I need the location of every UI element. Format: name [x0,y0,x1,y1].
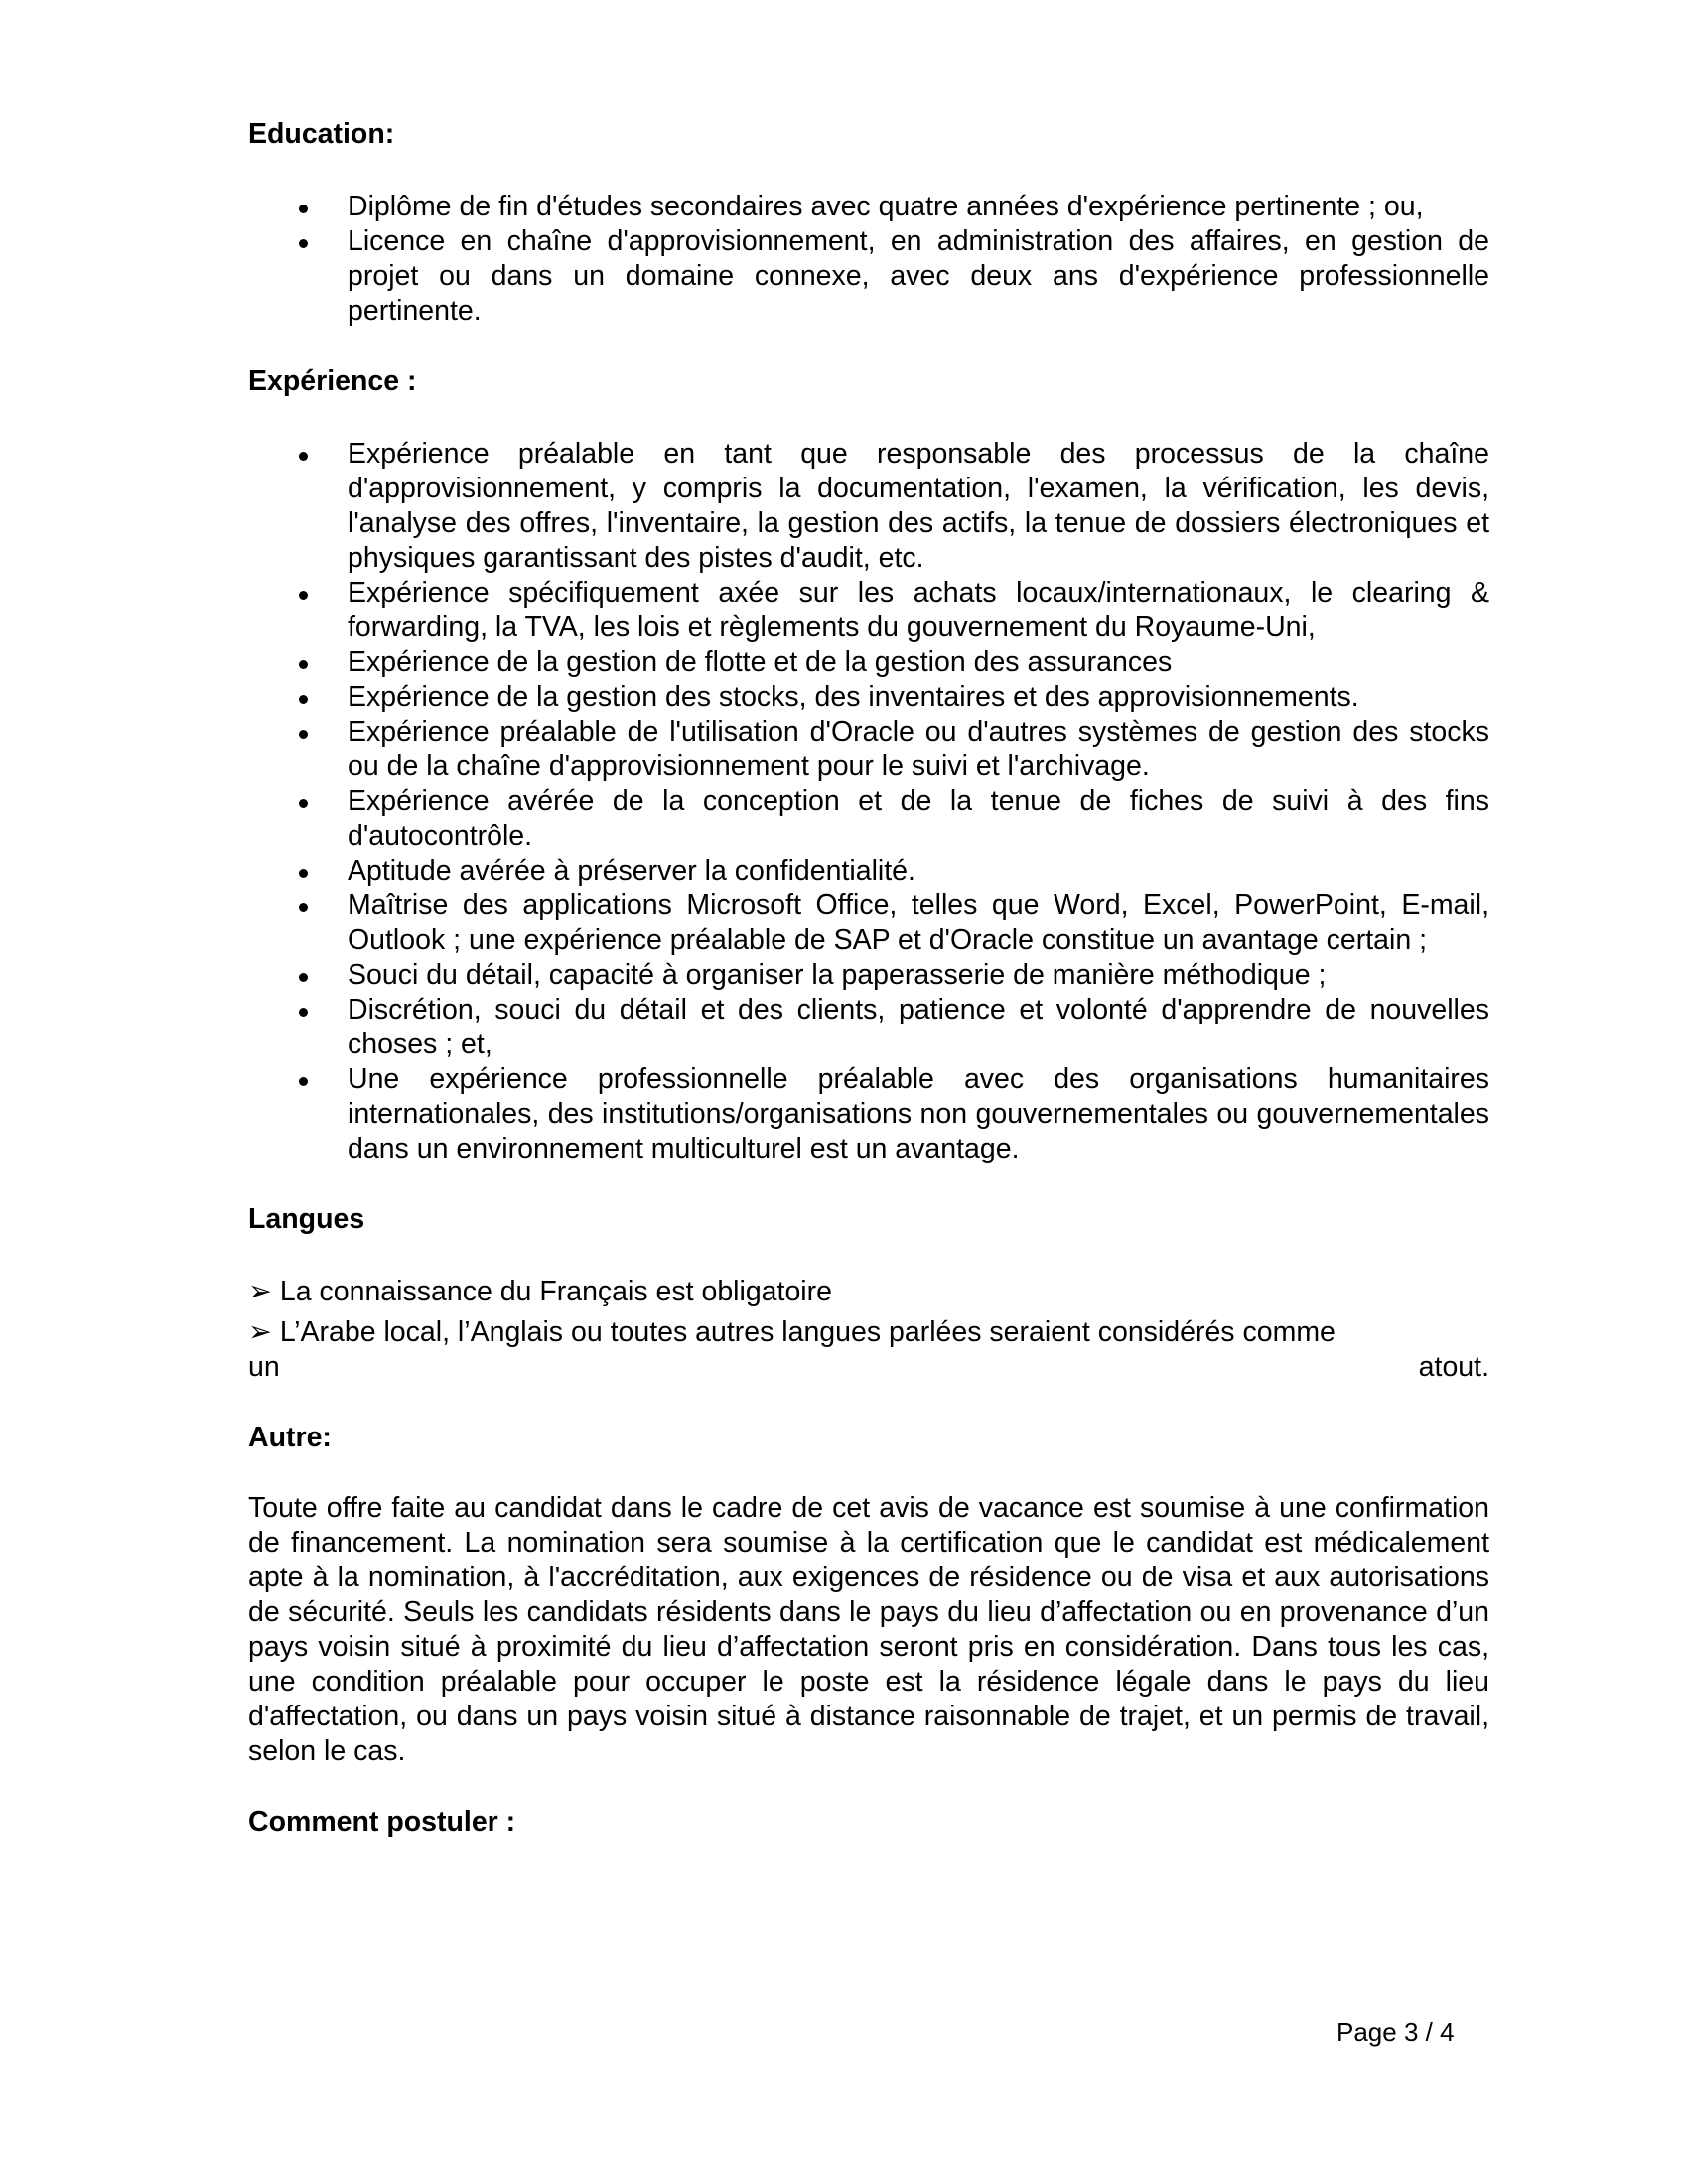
bullet-dot-icon [299,695,308,704]
bullet-dot-icon [299,205,308,213]
apply-heading: Comment postuler : [248,1806,516,1838]
experience-item: Expérience avérée de la conception et de la tenue de fiches de suivi à des fins d'autocontrôle. [248,784,1489,854]
experience-list [248,437,1489,1166]
document-page [248,117,1489,1840]
education-list [248,190,1489,329]
education-item: Licence en chaîne d'approvisionnement, en administration des affaires, en gestion de projet ou dans un domaine connexe, avec deux ans d'expérience professionnelle pertinente. [248,224,1489,329]
bullet-dot-icon [299,1077,308,1086]
experience-item: Expérience de la gestion de flotte et de la gestion des assurances [248,645,1489,680]
arrow-bullet-icon: ➢ [248,1316,272,1348]
experience-item: Expérience préalable de l'utilisation d'Oracle ou d'autres systèmes de gestion des stocks ou de la chaîne d'approvisionnement pour le suivi et l'archivage. [248,715,1489,784]
other-paragraph: Toute offre faite au candidat dans le cadre de cet avis de vacance est soumise à une confirmation de financement. La nomination sera soumise à la certification que le candidat est médicalement apte à la nomination, à l'accréditation, aux exigences de résidence ou de visa et aux autorisations de sécurité. Seuls les candidats résidents dans le pays du lieu d’affectation ou en provenance d’un pays voisin situé à proximité du lieu d’affectation seront pris en considération. Dans tous les cas, une condition préalable pour occuper le poste est la résidence légale dans le pays du lieu d'affectation, ou dans un pays voisin situé à distance raisonnable de trajet, et un permis de travail, selon le cas. [248,1492,1489,1767]
bullet-dot-icon [299,730,308,739]
experience-item: Expérience de la gestion des stocks, des inventaires et des approvisionnements. [248,680,1489,715]
languages-list [248,1275,1489,1385]
other-heading: Autre: [248,1422,332,1453]
experience-item: Discrétion, souci du détail et des clients, patience et volonté d'apprendre de nouvelles choses ; et, [248,993,1489,1062]
bullet-dot-icon [299,591,308,600]
bullet-dot-icon [299,452,308,461]
bullet-dot-icon [299,660,308,669]
arrow-bullet-icon: ➢ [248,1276,272,1307]
bullet-dot-icon [299,799,308,808]
education-heading: Education: [248,118,395,150]
bullet-dot-icon [299,973,308,982]
bullet-dot-icon [299,239,308,248]
bullet-dot-icon [299,869,308,878]
education-item: Diplôme de fin d'études secondaires avec quatre années d'expérience pertinente ; ou, [248,190,1489,224]
bullet-dot-icon [299,1008,308,1017]
page-number: Page 3 / 4 [1336,2017,1455,2047]
experience-item: Souci du détail, capacité à organiser la paperasserie de manière méthodique ; [248,958,1489,993]
experience-item: Maîtrise des applications Microsoft Office, telles que Word, Excel, PowerPoint, E-mail, Outlook ; une expérience préalable de SAP et d'Oracle constitue un avantage certain ; [248,888,1489,958]
language-item: ➢ L’Arabe local, l’Anglais ou toutes autres langues parlées seraient considérés comme un atout. [248,1316,1489,1383]
language-item: ➢ La connaissance du Français est obligatoire [248,1276,832,1307]
experience-item: Aptitude avérée à préserver la confidentialité. [248,854,1489,888]
bullet-dot-icon [299,903,308,912]
experience-item: Une expérience professionnelle préalable avec des organisations humanitaires internationales, des institutions/organisations non gouvernementales ou gouvernementales dans un environnement multiculturel est un avantage. [248,1062,1489,1166]
experience-item: Expérience spécifiquement axée sur les achats locaux/internationaux, le clearing & forwarding, la TVA, les lois et règlements du gouvernement du Royaume-Uni, [248,576,1489,645]
experience-heading: Expérience : [248,365,417,397]
experience-item: Expérience préalable en tant que responsable des processus de la chaîne d'approvisionnement, y compris la documentation, l'examen, la vérification, les devis, l'analyse des offres, l'inventaire, la gestion des actifs, la tenue de dossiers électroniques et physiques garantissant des pistes d'audit, etc. [248,437,1489,576]
languages-heading: Langues [248,1203,365,1235]
language-item-continuation: un atout. [248,1351,1489,1383]
